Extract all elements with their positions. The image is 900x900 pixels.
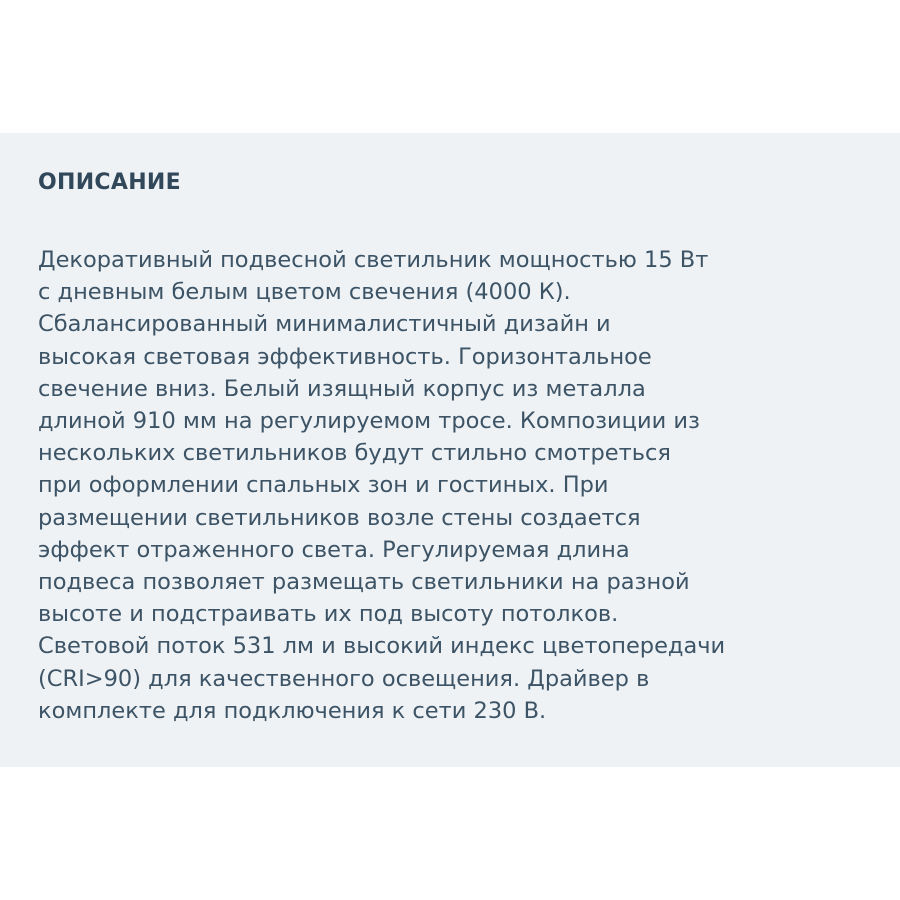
description-line: длиной 910 мм на регулируемом тросе. Композиции из: [38, 408, 700, 435]
description-line: Сбалансированный минималистичный дизайн и: [38, 311, 611, 338]
description-line: нескольких светильников будут стильно смотреться: [38, 440, 671, 467]
description-line: высокая световая эффективность. Горизонтальное: [38, 343, 652, 370]
description-text: [38, 244, 878, 727]
description-line: Световой поток 531 лм и высокий индекс цветопередачи: [38, 633, 726, 660]
description-line: Декоративный подвесной светильник мощностью 15 Вт: [38, 247, 709, 273]
description-line: высоте и подстраивать их под высоту потолков.: [38, 601, 619, 628]
description-line: размещении светильников возле стены создается: [38, 504, 641, 531]
description-line: комплекте для подключения к сети 230 В.: [38, 697, 547, 724]
description-panel: [0, 133, 900, 767]
description-line: эффект отраженного света. Регулируемая длина: [38, 536, 630, 563]
description-line: при оформлении спальных зон и гостиных. При: [38, 472, 609, 499]
description-line: свечение вниз. Белый изящный корпус из металла: [38, 375, 646, 402]
description-line: с дневным белым цветом свечения (4000 К).: [38, 279, 571, 306]
section-title: ОПИСАНИЕ: [38, 170, 181, 195]
description-line: (CRI>90) для качественного освещения. Драйвер в: [38, 665, 650, 692]
description-line: подвеса позволяет размещать светильники на разной: [38, 569, 690, 596]
